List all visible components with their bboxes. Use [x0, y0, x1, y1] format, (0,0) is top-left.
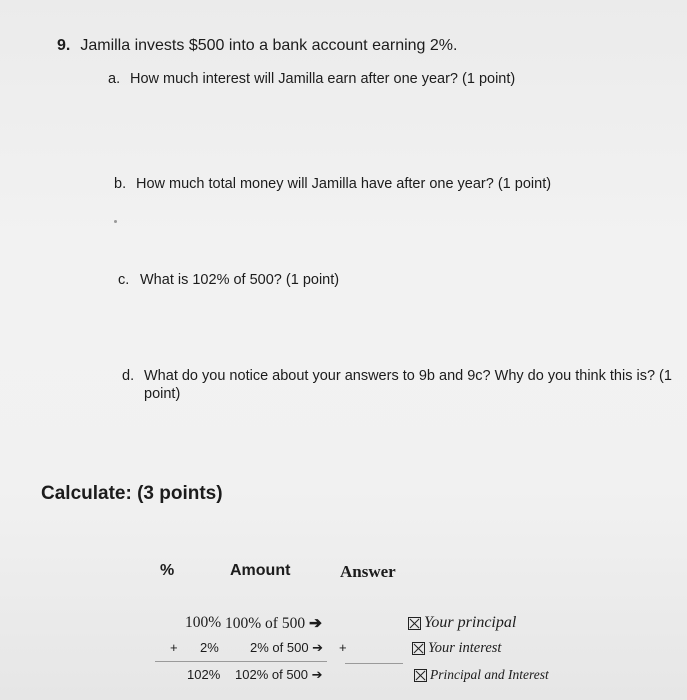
row2-plus: + — [339, 640, 347, 655]
arrow-right-icon: ➔ — [312, 640, 324, 655]
row2-percent: 2% — [200, 640, 219, 655]
part-b-label: b. — [114, 176, 127, 192]
calculate-title: Calculate: (3 points) — [41, 483, 223, 504]
part-d-label: d. — [122, 368, 135, 384]
part-c — [118, 272, 339, 288]
arrow-right-icon: ➔ — [308, 615, 322, 632]
row2-amount: 2% of 500 ➔ — [250, 640, 324, 655]
question-9 — [57, 37, 457, 55]
sum-line-left — [155, 661, 327, 662]
row1-amount: 100% of 500 ➔ — [225, 615, 322, 632]
part-d — [122, 367, 682, 403]
stray-mark — [114, 220, 117, 223]
checkbox-crossed-icon — [414, 669, 427, 682]
part-c-text: What is 102% of 500? (1 point) — [140, 272, 340, 288]
arrow-right-icon: ➔ — [311, 667, 323, 682]
question-number: 9. — [57, 37, 71, 54]
checkbox-crossed-icon — [412, 642, 425, 655]
legend-principal: Your principal — [408, 614, 516, 632]
sum-line-right — [345, 663, 403, 664]
part-b — [114, 176, 551, 192]
part-d-text: What do you notice about your answers to 9b and 9c? Why do you think this is? (1 point) — [144, 368, 672, 402]
part-a-label: a. — [108, 71, 121, 87]
header-answer: Answer — [340, 562, 396, 581]
part-b-text: How much total money will Jamilla have after one year? (1 point) — [136, 176, 552, 192]
header-percent: % — [160, 562, 175, 579]
part-a — [108, 71, 515, 87]
part-a-text: How much interest will Jamilla earn after one year? (1 point) — [130, 71, 516, 87]
part-c-label: c. — [118, 272, 130, 288]
legend-principal-interest: Principal and Interest — [414, 667, 549, 683]
row2-operator: + — [170, 640, 178, 655]
row3-percent: 102% — [187, 667, 221, 682]
row3-amount: 102% of 500 ➔ — [235, 667, 323, 682]
checkbox-crossed-icon — [408, 617, 421, 630]
legend-interest: Your interest — [412, 640, 501, 657]
header-amount: Amount — [230, 562, 291, 579]
question-prompt: Jamilla invests $500 into a bank account earning 2%. — [80, 37, 458, 54]
row1-percent: 100% — [185, 614, 222, 631]
